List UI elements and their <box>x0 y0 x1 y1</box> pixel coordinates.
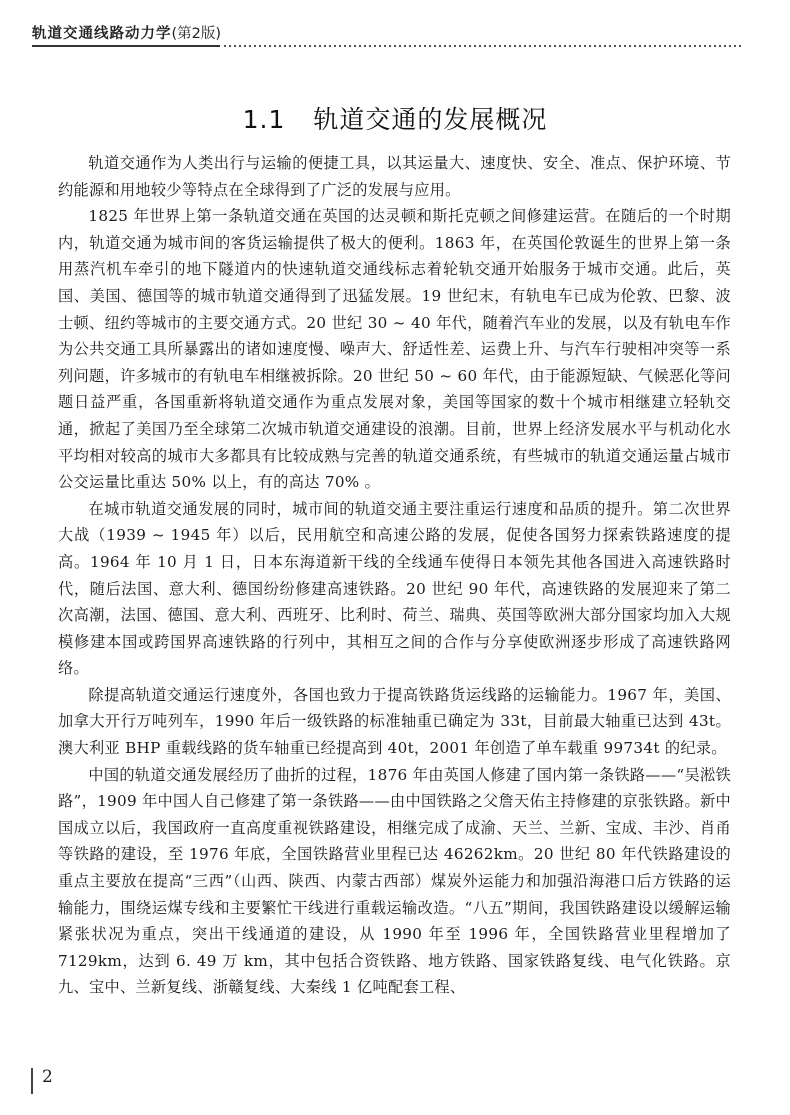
running-header <box>32 22 221 43</box>
paragraph: 除提高轨道交通运行速度外，各国也致力于提高铁路货运线路的运输能力。1967 年，美国、加拿大开行万吨列车，1990 年后一级铁路的标准轴重已确定为 33t，目前最大轴重已达到 43t。澳大利亚 BHP 重载线路的货车轴重已经提高到 40t，2001 年创造了单车载重 99734t 的纪录。 <box>58 685 731 758</box>
page-number: 2 <box>42 1067 53 1087</box>
paragraph: 轨道交通作为人类出行与运输的便捷工具，以其运量大、速度快、安全、准点、保护环境、节约能源和用地较少等特点在全球得到了广泛的发展与应用。 <box>58 154 731 199</box>
section-heading <box>0 100 790 136</box>
paragraph: 在城市轨道交通发展的同时，城市间的轨道交通主要注重运行速度和品质的提升。第二次世界大战（1939 ~ 1945 年）以后，民用航空和高速公路的发展，促使各国努力探索铁路速度的提高。1964 年 10 月 1 日，日本东海道新干线的全线通车使得日本领先其他各国进入高速铁路时代，随后法国、意大利、德国纷纷修建高速铁路。20 世纪 90 年代，高速铁路的发展迎来了第二次高潮，法国、德国、意大利、西班牙、比利时、荷兰、瑞典、英国等欧洲大部分国家均加入大规模修建本国或跨国界高速铁路的行列中，其相互之间的合作与分享使欧洲逐步形成了高速铁路网络。 <box>58 499 731 678</box>
header-dotted-rule <box>224 45 744 47</box>
header-rule <box>32 45 220 47</box>
section-number: 1.1 <box>242 105 286 134</box>
page-number-marker <box>31 1068 33 1094</box>
paragraph: 1825 年世界上第一条轨道交通在英国的达灵顿和斯托克顿之间修建运营。在随后的一个时期内，轨道交通为城市间的客货运输提供了极大的便利。1863 年，在英国伦敦诞生的世界上第一条用蒸汽机车牵引的地下隧道内的快速轨道交通线标志着轮轨交通开始服务于城市交通。此后，英国、美国、德国等的城市轨道交通得到了迅猛发展。19 世纪末，有轨电车已成为伦敦、巴黎、波士顿、纽约等城市的主要交通方式。20 世纪 30 ~ 40 年代，随着汽车业的发展，以及有轨电车作为公共交通工具所暴露出的诸如速度慢、噪声大、舒适性差、运费上升、与汽车行驶相冲突等一系列问题，许多城市的有轨电车相继被拆除。20 世纪 50 ~ 60 年代，由于能源短缺、气候恶化等问题日益严重，各国重新将轨道交通作为重点发展对象，美国等国家的数十个城市相继建立轻轨交通，掀起了美国乃至全球第二次城市轨道交通建设的浪潮。目前，世界上经济发展水平与机动化水平均相对较高的城市大多都具有比较成熟与完善的轨道交通系统，有些城市的轨道交通运量占城市公交运量比重达 50% 以上，有的高达 70% 。 <box>58 207 731 492</box>
body-text <box>58 150 731 1001</box>
book-title: 轨道交通线路动力学 <box>32 26 172 42</box>
paragraph: 中国的轨道交通发展经历了曲折的过程，1876 年由英国人修建了国内第一条铁路——“吴淞铁路”，1909 年中国人自己修建了第一条铁路——由中国铁路之父詹天佑主持修建的京张铁路。新中国成立以后，我国政府一直高度重视铁路建设，相继完成了成渝、天兰、兰新、宝成、丰沙、肖甬等铁路的建设，至 1976 年底，全国铁路营业里程已达 46262km。20 世纪 80 年代铁路建设的重点主要放在提高“三西”（山西、陕西、内蒙古西部）煤炭外运能力和加强沿海港口后方铁路的运输能力，围绕运煤专线和主要繁忙干线进行重载运输改造。“八五”期间，我国铁路建设以缓解运输紧张状况为重点，突出干线通道的建设，从 1990 年至 1996 年，全国铁路营业里程增加了 7129km，达到 6. 49 万 km，其中包括合资铁路、地方铁路、国家铁路复线、电气化铁路。京九、宝中、兰新复线、浙赣复线、大秦线 1 亿吨配套工程、 <box>58 765 731 997</box>
section-title: 轨道交通的发展概况 <box>313 105 548 134</box>
book-edition: (第2版) <box>171 26 222 42</box>
